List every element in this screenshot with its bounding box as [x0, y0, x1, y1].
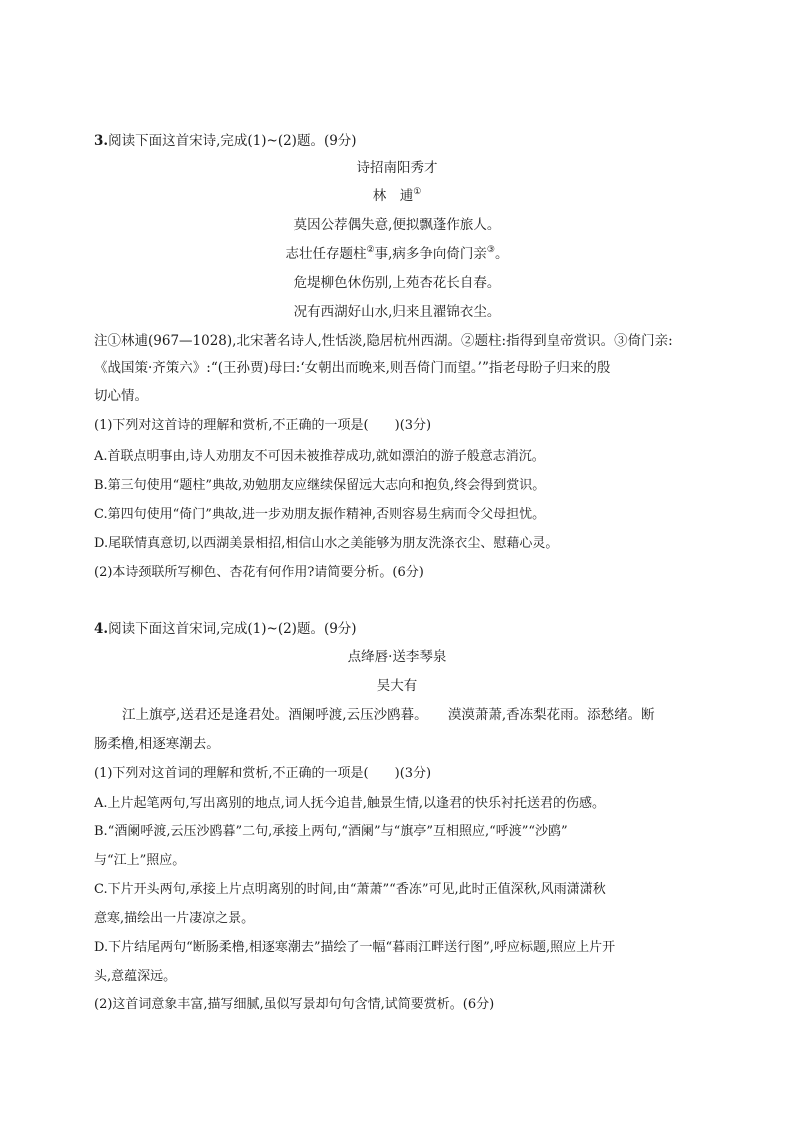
- q4-header-text: 阅读下面这首宋词,完成(1)~(2)题。(9分): [108, 621, 357, 637]
- q4-subquestion-1: (1)下列对这首词的理解和赏析,不正确的一项是( )(3分): [94, 766, 432, 781]
- q3-option-c: C.第四句使用“倚门”典故,进一步劝朋友振作精神,否则容易生病而令父母担忧。: [94, 507, 546, 522]
- q3-poem-line-2-part-a: 志壮任存题柱: [285, 246, 367, 262]
- q4-option-a: A.上片起笔两句,写出离别的地点,词人抚今追昔,触景生情,以逢君的快乐衬托送君的伤感。: [94, 796, 606, 811]
- q3-subquestion-2: (2)本诗颈联所写柳色、杏花有何作用?请简要分析。(6分): [94, 565, 424, 580]
- q4-option-d-line-2: 头,意蕴深远。: [94, 969, 177, 984]
- q4-poem-text-line-2: 肠柔橹,相逐寒潮去。: [94, 736, 220, 752]
- q4-subquestion-2: (2)这首词意象丰富,描写细腻,虽似写景却句句含情,试简要赏析。(6分): [94, 997, 495, 1012]
- q3-option-b: B.第三句使用“题柱”典故,劝勉朋友应继续保留远大志向和抱负,终会得到赏识。: [94, 478, 546, 493]
- q4-option-c-line-1: C.下片开头两句,承接上片点明离别的时间,由“萧萧”“香冻”可见,此时正值深秋,风雨潇潇秋: [94, 882, 606, 897]
- q3-poem-line-2-part-c: 。: [494, 246, 509, 262]
- q3-poem-line-3: 危堤柳色休伤别,上苑杏花长自春。: [293, 275, 501, 291]
- q3-header: [94, 131, 357, 151]
- q3-footnote-mark-2: ②: [366, 245, 375, 255]
- q4-option-b-line-1: B.“酒阑呼渡,云压沙鸥暮”二句,承接上两句,“酒阑”与“旗亭”互相照应,“呼渡”“沙鸥”: [94, 824, 568, 839]
- q3-option-a: A.首联点明事由,诗人劝朋友不可因未被推荐成功,就如漂泊的游子般意志消沉。: [94, 449, 545, 464]
- q3-poem-title: 诗招南阳秀才: [356, 160, 438, 176]
- q3-number: 3.: [94, 133, 109, 149]
- q3-author: [0, 186, 794, 206]
- q4-header: [94, 619, 357, 639]
- q4-option-b-line-2: 与“江上”照应。: [94, 853, 186, 868]
- q3-author-name: 林 逋: [372, 188, 414, 204]
- q3-poem-line-2: [0, 244, 794, 264]
- q3-subquestion-1: (1)下列对这首诗的理解和赏析,不正确的一项是( )(3分): [94, 418, 432, 433]
- q3-poem-line-1: 莫因公荐偶失意,便拟飘蓬作旅人。: [293, 217, 501, 233]
- q4-option-d-line-1: D.下片结尾两句“断肠柔橹,相逐寒潮去”描绘了一幅“暮雨江畔送行图”,呼应标题,照应上片开: [94, 940, 616, 955]
- q3-poem-line-2-part-b: 事,病多争向倚门亲: [374, 246, 487, 262]
- q3-note-line-1: 注①林逋(967—1028),北宋著名诗人,性恬淡,隐居杭州西湖。②题柱:指得到皇帝赏识。③倚门亲:: [94, 333, 673, 349]
- q4-number: 4.: [94, 621, 109, 637]
- q3-poem-line-4: 况有西湖好山水,归来且濯锦衣尘。: [293, 304, 501, 320]
- q3-header-text: 阅读下面这首宋诗,完成(1)~(2)题。(9分): [108, 133, 357, 149]
- q4-poem-text-line-1: 江上旗亭,送君还是逢君处。酒阑呼渡,云压沙鸥暮。 漠漠萧萧,香冻梨花雨。添愁绪。断: [122, 707, 655, 723]
- q3-footnote-mark-3: ③: [486, 245, 495, 255]
- q3-note-line-2: 《战国策·齐策六》:“(王孙贾)母曰:‘女朝出而晚来,则吾倚门而望。’”指老母盼子归来的殷: [94, 360, 611, 376]
- q3-option-d: D.尾联情真意切,以西湖美景相招,相信山水之美能够为朋友洗涤衣尘、慰藉心灵。: [94, 536, 559, 551]
- q3-note-line-3: 切心情。: [94, 388, 148, 404]
- q4-author: 吴大有: [376, 678, 418, 694]
- q3-author-footnote-mark: ①: [413, 187, 422, 197]
- q4-option-c-line-2: 意寒,描绘出一片凄凉之景。: [94, 911, 255, 926]
- q4-poem-title: 点绛唇·送李琴泉: [347, 649, 447, 665]
